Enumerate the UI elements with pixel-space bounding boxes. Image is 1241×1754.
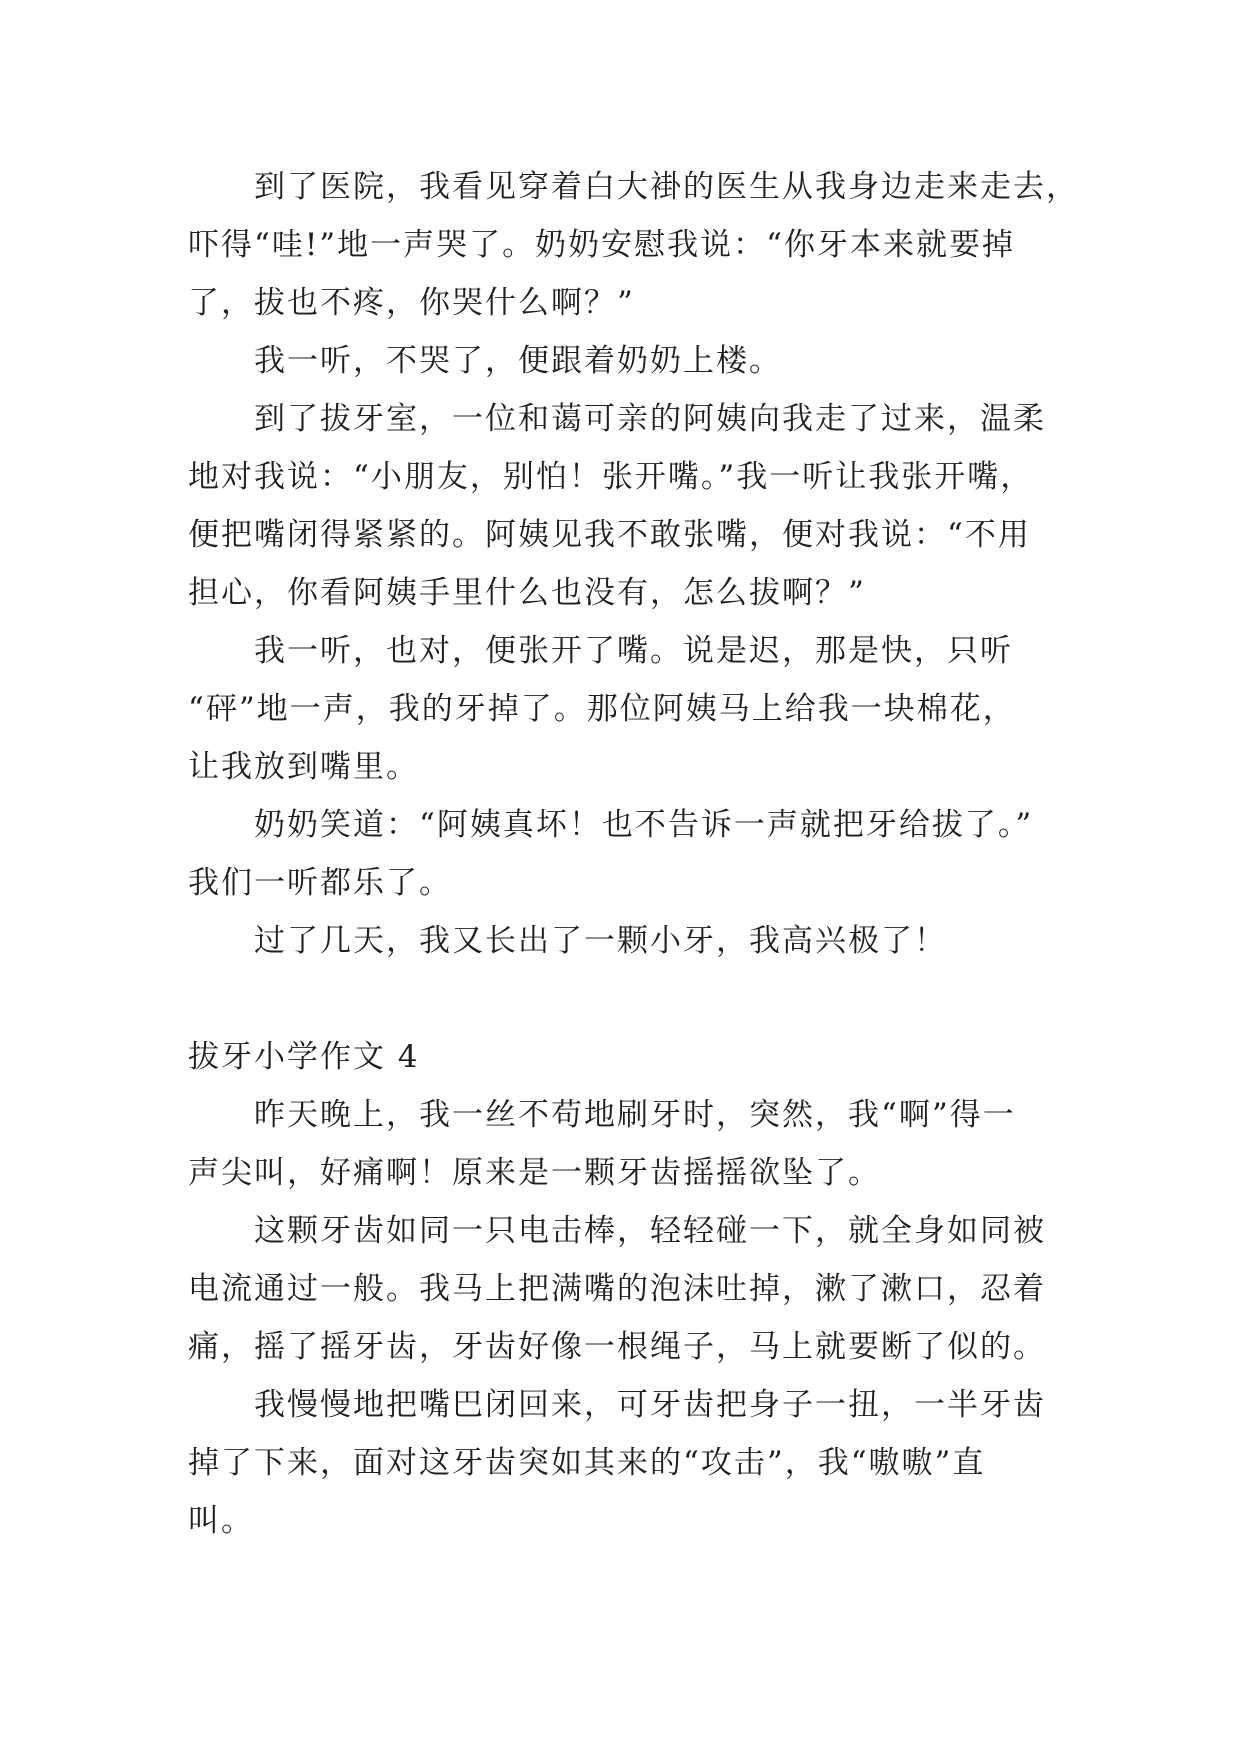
document-body [188, 158, 1088, 1550]
text-line: 我一听，不哭了，便跟着奶奶上楼。 [254, 343, 782, 379]
text-line: 吓得“哇!”地一声哭了。奶奶安慰我说：“你牙本来就要掉 [188, 227, 1015, 263]
text-line: 声尖叫，好痛啊！原来是一颗牙齿摇摇欲坠了。 [188, 1155, 881, 1191]
text-line: 电流通过一般。我马上把满嘴的泡沫吐掉，漱了漱口，忍着 [188, 1271, 1046, 1307]
text-line: 让我放到嘴里。 [188, 749, 419, 785]
text-line: 了，拔也不疼，你哭什么啊？” [188, 285, 635, 321]
text-line: 到了拔牙室，一位和蔼可亲的阿姨向我走了过来，温柔 [254, 401, 1046, 437]
paragraph [188, 1376, 1088, 1550]
paragraph [188, 912, 1088, 970]
text-line: 痛，摇了摇牙齿，牙齿好像一根绳子，马上就要断了似的。 [188, 1329, 1046, 1365]
text-line: 昨天晚上，我一丝不苟地刷牙时，突然，我“啊”得一 [254, 1097, 1016, 1133]
text-line: 到了医院，我看见穿着白大褂的医生从我身边走来走去， [254, 169, 1079, 205]
paragraph [188, 390, 1088, 622]
paragraph [188, 1202, 1088, 1376]
paragraph [188, 158, 1088, 332]
text-line: 掉了下来，面对这牙齿突如其来的“攻击”，我“嗷嗷”直 [188, 1445, 986, 1481]
text-line: 过了几天，我又长出了一颗小牙，我高兴极了！ [254, 923, 947, 959]
text-line: 担心，你看阿姨手里什么也没有，怎么拔啊？” [188, 575, 866, 611]
text-line: 叫。 [188, 1503, 254, 1539]
section-heading: 拔牙小学作文 4 [188, 1039, 420, 1075]
paragraph [188, 622, 1088, 796]
text-line: 奶奶笑道：“阿姨真坏！也不告诉一声就把牙给拔了。” [254, 807, 1034, 843]
text-line: 我一听，也对，便张开了嘴。说是迟，那是快，只听 [254, 633, 1013, 669]
paragraph [188, 332, 1088, 390]
paragraph [188, 1086, 1088, 1202]
text-line: 地对我说：“小朋友，别怕！张开嘴。”我一听让我张开嘴， [188, 459, 1034, 495]
paragraph [188, 796, 1088, 912]
text-line: 便把嘴闭得紧紧的。阿姨见我不敢张嘴，便对我说：“不用 [188, 517, 1031, 553]
text-line: 这颗牙齿如同一只电击棒，轻轻碰一下，就全身如同被 [254, 1213, 1046, 1249]
text-line: “砰”地一声，我的牙掉了。那位阿姨马上给我一块棉花， [188, 691, 1016, 727]
text-line: 我们一听都乐了。 [188, 865, 452, 901]
section-gap [188, 970, 1088, 1028]
text-line: 我慢慢地把嘴巴闭回来，可牙齿把身子一扭，一半牙齿 [254, 1387, 1046, 1423]
